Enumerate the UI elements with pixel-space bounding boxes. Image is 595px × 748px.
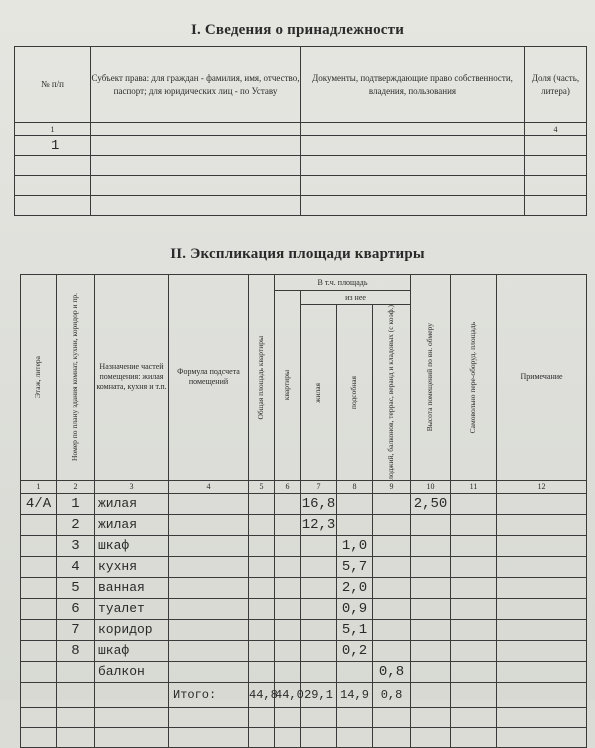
header-living: жилая (313, 382, 323, 403)
table-row (21, 556, 587, 577)
cell-loggia (373, 556, 411, 577)
cell-room-no: 1 (57, 493, 95, 514)
col-number: 5 (249, 480, 275, 493)
cell-height (411, 640, 451, 661)
header-floor: Этаж, литера (33, 356, 43, 399)
cell-floor (21, 661, 57, 682)
cell-floor (21, 577, 57, 598)
cell-purpose: коридор (95, 619, 169, 640)
header-formula: Формула подсчета помещений (169, 275, 249, 481)
header-documents: Документы, подтверждающие право собственности, владения, пользования (301, 47, 525, 123)
table-row (21, 727, 587, 747)
col-number: 2 (57, 480, 95, 493)
col-number: 3 (95, 480, 169, 493)
cell-living (301, 535, 337, 556)
cell: 1 (15, 136, 91, 156)
col-number: 6 (275, 480, 301, 493)
col-number: 7 (301, 480, 337, 493)
header-room-no: Номер по плану здания комнат, кухни, коридор и пр. (70, 293, 80, 462)
col-number: 4 (525, 123, 587, 136)
header-purpose: Назначение частей помещения: жилая комната, кухня и т.п. (95, 275, 169, 481)
table-row (21, 661, 587, 682)
table-row (21, 619, 587, 640)
cell-floor (21, 556, 57, 577)
cell-floor (21, 514, 57, 535)
cell-purpose: балкон (95, 661, 169, 682)
totals-living: 29,1 (301, 682, 337, 707)
cell-height: 2,50 (411, 493, 451, 514)
cell-loggia (373, 577, 411, 598)
header-share: Доля (часть, литера) (525, 47, 587, 123)
cell-room-no: 8 (57, 640, 95, 661)
cell-loggia (373, 514, 411, 535)
cell-room-no: 3 (57, 535, 95, 556)
header-height: Высота помещений по вн. обмеру (425, 323, 435, 432)
cell-loggia (373, 598, 411, 619)
table-row (21, 577, 587, 598)
table-row (21, 514, 587, 535)
header-of-it: из нее (301, 291, 411, 305)
cell-living: 12,3 (301, 514, 337, 535)
cell-living (301, 577, 337, 598)
cell-living (301, 661, 337, 682)
totals-aux: 14,9 (337, 682, 373, 707)
cell-aux: 0,9 (337, 598, 373, 619)
cell-living: 16,8 (301, 493, 337, 514)
table-row (15, 196, 587, 216)
cell-aux (337, 493, 373, 514)
section2-title: II. Экспликация площади квартиры (170, 246, 425, 262)
cell-aux: 1,0 (337, 535, 373, 556)
cell-loggia (373, 493, 411, 514)
cell-living (301, 640, 337, 661)
col-number: 4 (169, 480, 249, 493)
table-row (15, 156, 587, 176)
table-row (21, 598, 587, 619)
cell-living (301, 598, 337, 619)
totals-row (21, 682, 587, 707)
col-number (301, 123, 525, 136)
cell-loggia: 0,8 (373, 661, 411, 682)
table-row (21, 707, 587, 727)
cell (91, 136, 301, 156)
cell-height (411, 619, 451, 640)
col-number: 8 (337, 480, 373, 493)
totals-flats: 44,0 (275, 682, 301, 707)
cell-room-no: 5 (57, 577, 95, 598)
col-number: 11 (451, 480, 497, 493)
cell-height (411, 598, 451, 619)
col-number: 9 (373, 480, 411, 493)
cell-aux: 5,7 (337, 556, 373, 577)
cell-height (411, 661, 451, 682)
cell-purpose: кухня (95, 556, 169, 577)
totals-loggia: 0,8 (373, 682, 411, 707)
header-incl: В т.ч. площадь (275, 275, 411, 291)
cell-floor (21, 619, 57, 640)
cell-purpose: жилая (95, 514, 169, 535)
cell-room-no (57, 661, 95, 682)
cell-room-no: 2 (57, 514, 95, 535)
cell-loggia (373, 535, 411, 556)
totals-total: 44,8 (249, 682, 275, 707)
table-row (21, 640, 587, 661)
cell-purpose: шкаф (95, 640, 169, 661)
cell-height (411, 514, 451, 535)
cell-floor (21, 598, 57, 619)
header-aux: подсобная (349, 375, 359, 409)
cell-room-no: 7 (57, 619, 95, 640)
table-row (15, 176, 587, 196)
cell-purpose: жилая (95, 493, 169, 514)
col-number: 1 (21, 480, 57, 493)
cell-purpose: туалет (95, 598, 169, 619)
cell-floor: 4/А (21, 493, 57, 514)
cell-height (411, 556, 451, 577)
col-number: 12 (497, 480, 587, 493)
cell-floor (21, 535, 57, 556)
cell-aux: 0,2 (337, 640, 373, 661)
header-flats: квартиры (282, 370, 292, 401)
section1-title: I. Сведения о принадлежности (190, 22, 405, 38)
cell-living (301, 619, 337, 640)
table-row (21, 535, 587, 556)
header-loggia: лоджий, балконов, террас, веранд и кладовых (с коэф.) (386, 305, 396, 480)
cell-aux: 2,0 (337, 577, 373, 598)
cell (301, 136, 525, 156)
explication-table (20, 274, 587, 748)
cell-room-no: 4 (57, 556, 95, 577)
cell-living (301, 556, 337, 577)
header-num: № п/п (15, 47, 91, 123)
cell-purpose: ванная (95, 577, 169, 598)
table-row (15, 136, 587, 156)
header-subject: Субъект права: для граждан - фамилия, имя, отчество, паспорт; для юридических лиц - по Уставу (91, 47, 301, 123)
cell-purpose: шкаф (95, 535, 169, 556)
column-numbers-row (21, 480, 587, 493)
cell-floor (21, 640, 57, 661)
header-total: Общая площадь квартиры (256, 335, 266, 420)
table-row (21, 493, 587, 514)
cell-height (411, 535, 451, 556)
cell-aux (337, 661, 373, 682)
cell-loggia (373, 640, 411, 661)
cell-room-no: 6 (57, 598, 95, 619)
col-number (91, 123, 301, 136)
cell-loggia (373, 619, 411, 640)
cell-height (411, 577, 451, 598)
ownership-table (14, 46, 587, 216)
col-number: 1 (15, 123, 91, 136)
cell-aux (337, 514, 373, 535)
cell (525, 136, 587, 156)
totals-label: Итого: (169, 682, 249, 707)
header-self: Самовольно пере-оборуд. площадь (468, 321, 478, 434)
cell-aux: 5,1 (337, 619, 373, 640)
col-number: 10 (411, 480, 451, 493)
header-note: Примечание (497, 275, 587, 481)
